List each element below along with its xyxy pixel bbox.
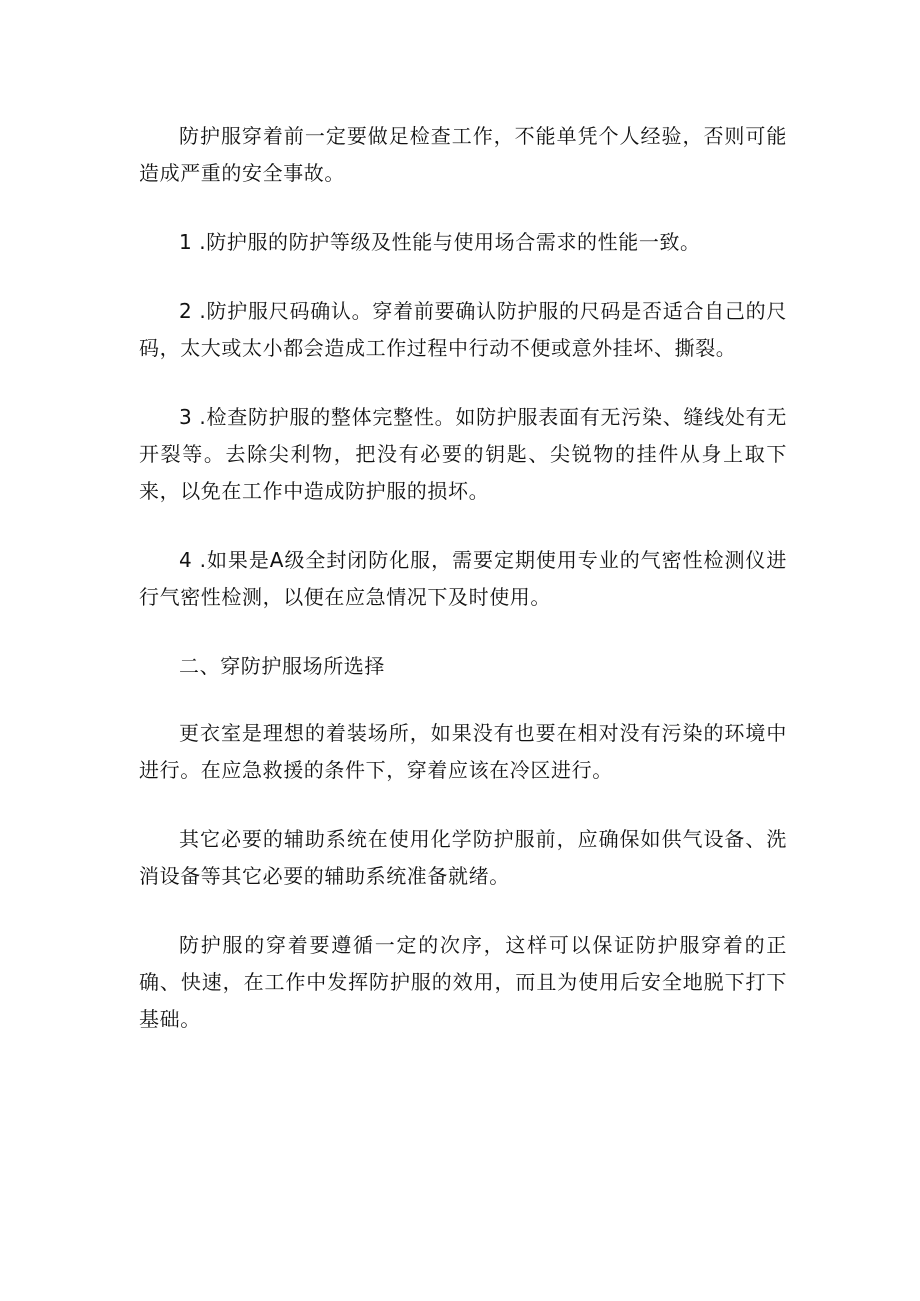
list-item-4: 4 .如果是A级全封闭防化服，需要定期使用专业的气密性检测仪进行气密性检测，以便在应急情况下及时使用。 — [139, 548, 787, 609]
document-body — [139, 118, 787, 1070]
list-item-2: 2 .防护服尺码确认。穿着前要确认防护服的尺码是否适合自己的尺码，太大或太小都会造成工作过程中行动不便或意外挂坏、撕裂。 — [139, 299, 787, 360]
section-heading: 二、穿防护服场所选择 — [179, 654, 385, 678]
list-item-3: 3 .检查防护服的整体完整性。如防护服表面有无污染、缝线处有无开裂等。去除尖利物，把没有必要的钥匙、尖锐物的挂件从身上取下来，以免在工作中造成防护服的损坏。 — [139, 405, 787, 503]
paragraph-auxiliary-systems: 其它必要的辅助系统在使用化学防护服前，应确保如供气设备、洗消设备等其它必要的辅助系统准备就绪。 — [139, 827, 787, 888]
paragraph-changing-room: 更衣室是理想的着装场所，如果没有也要在相对没有污染的环境中进行。在应急救援的条件下，穿着应该在冷区进行。 — [139, 721, 787, 782]
paragraph-wearing-order: 防护服的穿着要遵循一定的次序，这样可以保证防护服穿着的正确、快速，在工作中发挥防护服的效用，而且为使用后安全地脱下打下基础。 — [139, 933, 787, 1031]
paragraph-intro: 防护服穿着前一定要做足检查工作，不能单凭个人经验，否则可能造成严重的安全事故。 — [139, 124, 787, 185]
list-item-1: 1 .防护服的防护等级及性能与使用场合需求的性能一致。 — [179, 230, 701, 254]
